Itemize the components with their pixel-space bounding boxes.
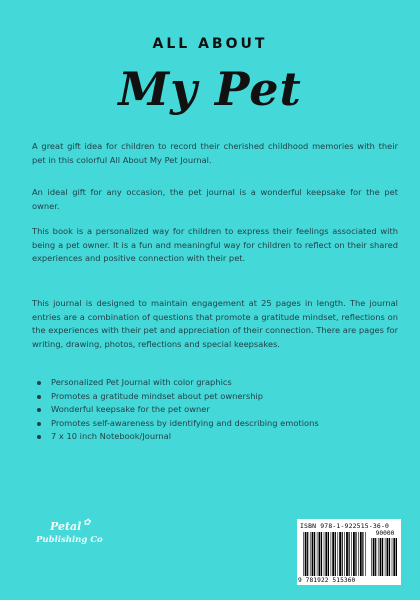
feature-item	[34, 376, 394, 390]
title-line-1: ALL ABOUT	[152, 36, 268, 52]
feature-text: Promotes self-awareness by identifying and describing emotions	[51, 417, 319, 428]
ean-barcode-bars	[303, 532, 367, 576]
feature-text: Wonderful keepsake for the pet owner	[51, 404, 210, 415]
bullet-icon	[37, 422, 41, 426]
isbn-label: ISBN 978-1-922515-36-0	[300, 522, 390, 530]
feature-item	[34, 390, 394, 404]
description-paragraph-2: An ideal gift for any occasion, the pet journal is a wonderful keepsake for the pet owner.	[32, 187, 398, 211]
description-paragraph-1: A great gift idea for children to record their cherished childhood memories with their pet in this colorful All About My Pet Journal.	[32, 141, 398, 165]
description-paragraph-4: This journal is designed to maintain engagement at 25 pages in length. The journal entries are a combination of questions that promote a gratitude mindset, reflections on the experiences with their pet and appreciation of their connection. There are pages for writing, drawing, photos, reflections and special keepsakes.	[32, 298, 398, 349]
addon-barcode-bars	[371, 538, 397, 576]
bullet-icon	[37, 435, 41, 439]
bullet-icon	[37, 381, 41, 385]
feature-item	[34, 417, 394, 431]
description-paragraph-3: This book is a personalized way for children to express their feelings associated with being a pet owner. It is a fun and meaningful way for children to reflect on their shared experiences and positive connection with their pet.	[32, 226, 398, 264]
title-line-2: My Pet	[118, 62, 302, 116]
bullet-icon	[37, 395, 41, 399]
barcode-addon-number: 90000	[375, 530, 395, 537]
feature-list	[34, 376, 394, 444]
isbn-barcode	[297, 519, 401, 585]
publisher-name-line-2: Publishing Co	[36, 535, 103, 545]
feature-text: Personalized Pet Journal with color graphics	[51, 377, 232, 387]
feature-text: 7 x 10 inch Notebook/Journal	[51, 431, 172, 442]
publisher-name-line-1: Petal	[50, 520, 82, 533]
feature-text: Promotes a gratitude mindset about pet ownership	[51, 390, 264, 401]
ean-number: 9 781922 515360	[298, 577, 356, 584]
feature-item	[34, 430, 394, 444]
publisher-logo	[36, 520, 106, 556]
flower-icon: ✿	[83, 518, 91, 528]
bullet-icon	[37, 408, 41, 412]
feature-item	[34, 403, 394, 417]
